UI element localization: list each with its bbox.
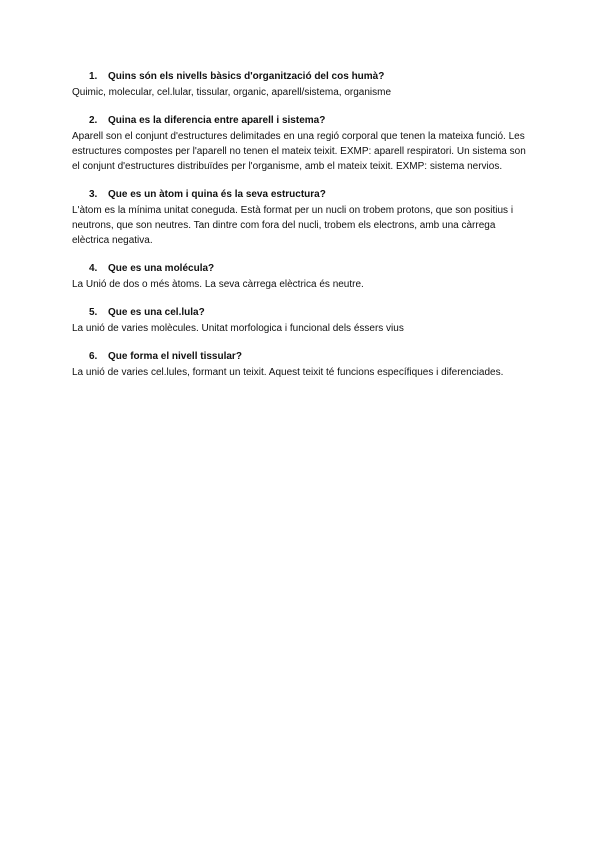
question-text: Que es una molécula? <box>108 263 215 274</box>
question-number: 3. <box>89 189 98 200</box>
answer-text: Aparell son el conjunt d'estructures delimitades en una regió corporal que tenen la mateixa funció. Les estructures compostes per l'aparell no tenen el mateix teixit. EXMP: aparell respiratori. Un sistema son el conjunt d'estructures distribuïdes per l'organisme, amb el mateix teixit. EXMP: sistema nervios. <box>72 131 526 172</box>
qa-item <box>72 188 534 248</box>
question-text: Que es un àtom i quina és la seva estructura? <box>108 189 326 200</box>
question-text: Quins són els nivells bàsics d'organització del cos humà? <box>108 71 385 82</box>
qa-item <box>72 262 534 292</box>
answer-text: Quimic, molecular, cel.lular, tissular, organic, aparell/sistema, organisme <box>72 87 392 98</box>
answer-text: La unió de varies cel.lules, formant un teixit. Aquest teixit té funcions específiques i diferenciades. <box>72 367 504 378</box>
question-heading <box>72 262 534 276</box>
question-number: 6. <box>89 351 98 362</box>
answer-text: La unió de varies molècules. Unitat morfologica i funcional dels éssers vius <box>72 323 404 334</box>
answer-text: L'àtom es la mínima unitat coneguda. Està format per un nucli on trobem protons, que son positius i neutrons, que son neutres. Tan dintre com fora del nucli, trobem els electrons, amb una càrrega elèctrica negativa. <box>72 205 514 246</box>
qa-item <box>72 70 534 100</box>
qa-item <box>72 306 534 336</box>
question-heading <box>72 188 534 202</box>
question-number: 4. <box>89 263 98 274</box>
question-text: Que forma el nivell tissular? <box>108 351 242 362</box>
qa-item <box>72 350 534 380</box>
question-number: 2. <box>89 115 98 126</box>
question-heading <box>72 306 534 320</box>
question-heading <box>72 114 534 128</box>
answer-text: La Unió de dos o més àtoms. La seva càrrega elèctrica és neutre. <box>72 279 364 290</box>
question-text: Que es una cel.lula? <box>108 307 205 318</box>
question-number: 5. <box>89 307 98 318</box>
question-heading <box>72 70 534 84</box>
question-heading <box>72 350 534 364</box>
document-page <box>72 70 534 394</box>
qa-item <box>72 114 534 174</box>
question-number: 1. <box>89 71 98 82</box>
question-text: Quina es la diferencia entre aparell i sistema? <box>108 115 326 126</box>
